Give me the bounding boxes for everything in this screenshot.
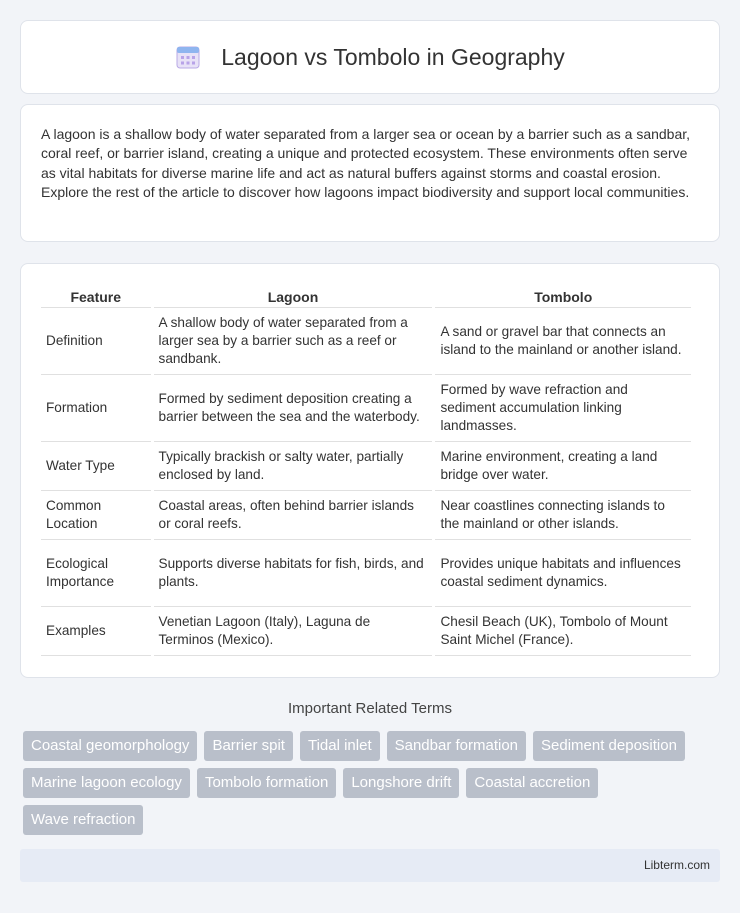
- tombolo-cell: Near coastlines connecting islands to the mainland or other islands.: [435, 491, 691, 540]
- feature-cell: Common Location: [41, 491, 151, 540]
- intro-text: A lagoon is a shallow body of water separated from a larger sea or ocean by a barrier such as a sandbar, coral reef, or barrier island, creating a unique and protected ecosystem. These environments often serve as vital habitats for diverse marine life and act as natural buffers against storms and coastal erosion. Explore the rest of the article to discover how lagoons impact biodiversity and support local communities.: [41, 126, 691, 201]
- related-term-tag[interactable]: Longshore drift: [343, 768, 459, 798]
- table-row: [41, 540, 691, 607]
- calendar-grid-icon: [175, 44, 201, 70]
- table-row: [41, 491, 691, 540]
- page-title: Lagoon vs Tombolo in Geography: [221, 43, 565, 70]
- related-term-tag[interactable]: Sediment deposition: [533, 731, 685, 761]
- header-card: [20, 20, 720, 94]
- tombolo-cell: Chesil Beach (UK), Tombolo of Mount Saint Michel (France).: [435, 607, 691, 656]
- table-header-row: [41, 286, 691, 308]
- lagoon-cell: Supports diverse habitats for fish, birds, and plants.: [154, 540, 433, 607]
- related-term-tag[interactable]: Tombolo formation: [197, 768, 336, 798]
- feature-cell: Definition: [41, 308, 151, 375]
- lagoon-cell: Typically brackish or salty water, partially enclosed by land.: [154, 442, 433, 491]
- lagoon-cell: Coastal areas, often behind barrier islands or coral reefs.: [154, 491, 433, 540]
- table-row: [41, 442, 691, 491]
- related-term-tag[interactable]: Marine lagoon ecology: [23, 768, 190, 798]
- header-tombolo: Tombolo: [435, 286, 691, 308]
- feature-cell: Examples: [41, 607, 151, 656]
- lagoon-cell: Formed by sediment deposition creating a barrier between the sea and the waterbody.: [154, 375, 433, 442]
- lagoon-cell: A shallow body of water separated from a larger sea by a barrier such as a reef or sandbank.: [154, 308, 433, 375]
- table-row: [41, 308, 691, 375]
- comparison-card: [20, 263, 720, 678]
- tombolo-cell: A sand or gravel bar that connects an island to the mainland or another island.: [435, 308, 691, 375]
- comparison-table: [38, 286, 694, 656]
- header-feature: Feature: [41, 286, 151, 308]
- related-term-tag[interactable]: Barrier spit: [204, 731, 293, 761]
- intro-card: [20, 104, 720, 242]
- feature-cell: Formation: [41, 375, 151, 442]
- tombolo-cell: Marine environment, creating a land bridge over water.: [435, 442, 691, 491]
- header-lagoon: Lagoon: [154, 286, 433, 308]
- tombolo-cell: Provides unique habitats and influences coastal sediment dynamics.: [435, 540, 691, 607]
- related-term-tag[interactable]: Coastal accretion: [466, 768, 598, 798]
- table-row: [41, 607, 691, 656]
- tombolo-cell: Formed by wave refraction and sediment accumulation linking landmasses.: [435, 375, 691, 442]
- feature-cell: Ecological Importance: [41, 540, 151, 607]
- related-term-tag[interactable]: Wave refraction: [23, 805, 143, 835]
- footer-site-link[interactable]: Libterm.com: [643, 858, 710, 872]
- footer: [20, 849, 720, 882]
- related-term-tag[interactable]: Sandbar formation: [387, 731, 526, 761]
- related-term-tag[interactable]: Coastal geomorphology: [23, 731, 197, 761]
- related-term-tag[interactable]: Tidal inlet: [300, 731, 380, 761]
- related-terms-title: Important Related Terms: [288, 700, 452, 717]
- feature-cell: Water Type: [41, 442, 151, 491]
- related-terms-list: [23, 731, 723, 842]
- lagoon-cell: Venetian Lagoon (Italy), Laguna de Terminos (Mexico).: [154, 607, 433, 656]
- table-row: [41, 375, 691, 442]
